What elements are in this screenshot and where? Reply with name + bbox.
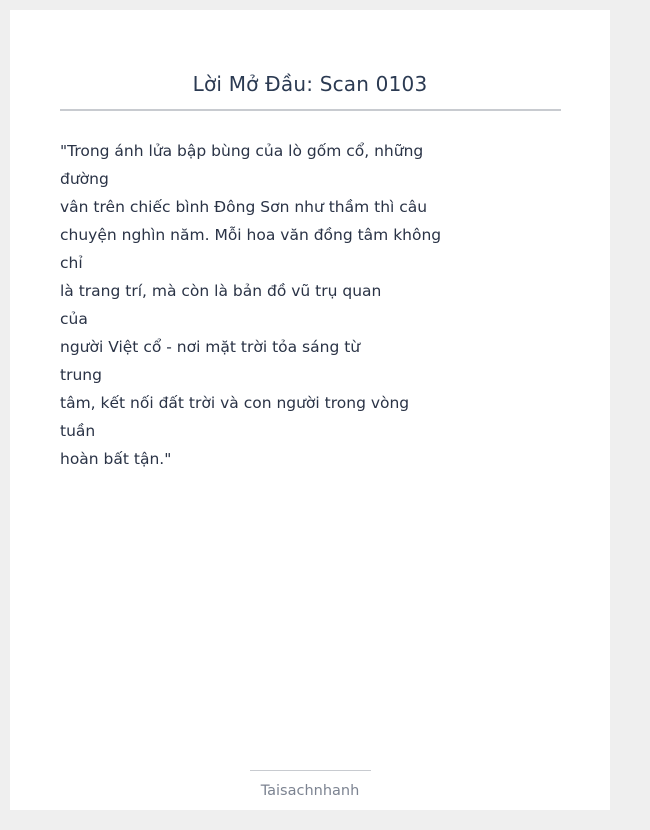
- body-line: hoàn bất tận.": [60, 450, 172, 468]
- body-line: trung: [60, 366, 102, 384]
- footer-divider: [250, 770, 371, 771]
- body-line: chỉ: [60, 254, 83, 272]
- title-divider: [60, 109, 561, 111]
- document-page: [10, 10, 610, 810]
- body-text: [60, 137, 440, 473]
- body-line: vân trên chiếc bình Đông Sơn như thầm thì câu: [60, 198, 428, 216]
- page-title: Lời Mở Đầu: Scan 0103: [192, 72, 428, 96]
- body-line: "Trong ánh lửa bập bùng của lò gốm cổ, những: [60, 142, 424, 160]
- body-line: chuyện nghìn năm. Mỗi hoa văn đồng tâm không: [60, 226, 442, 244]
- footer-watermark: Taisachnhanh: [260, 783, 360, 799]
- body-line: là trang trí, mà còn là bản đồ vũ trụ quan: [60, 282, 382, 300]
- body-line: người Việt cổ - nơi mặt trời tỏa sáng từ: [60, 338, 361, 356]
- body-line: tâm, kết nối đất trời và con người trong vòng: [60, 394, 410, 412]
- body-line: của: [60, 310, 88, 328]
- body-line: đường: [60, 170, 109, 188]
- body-line: tuần: [60, 422, 96, 440]
